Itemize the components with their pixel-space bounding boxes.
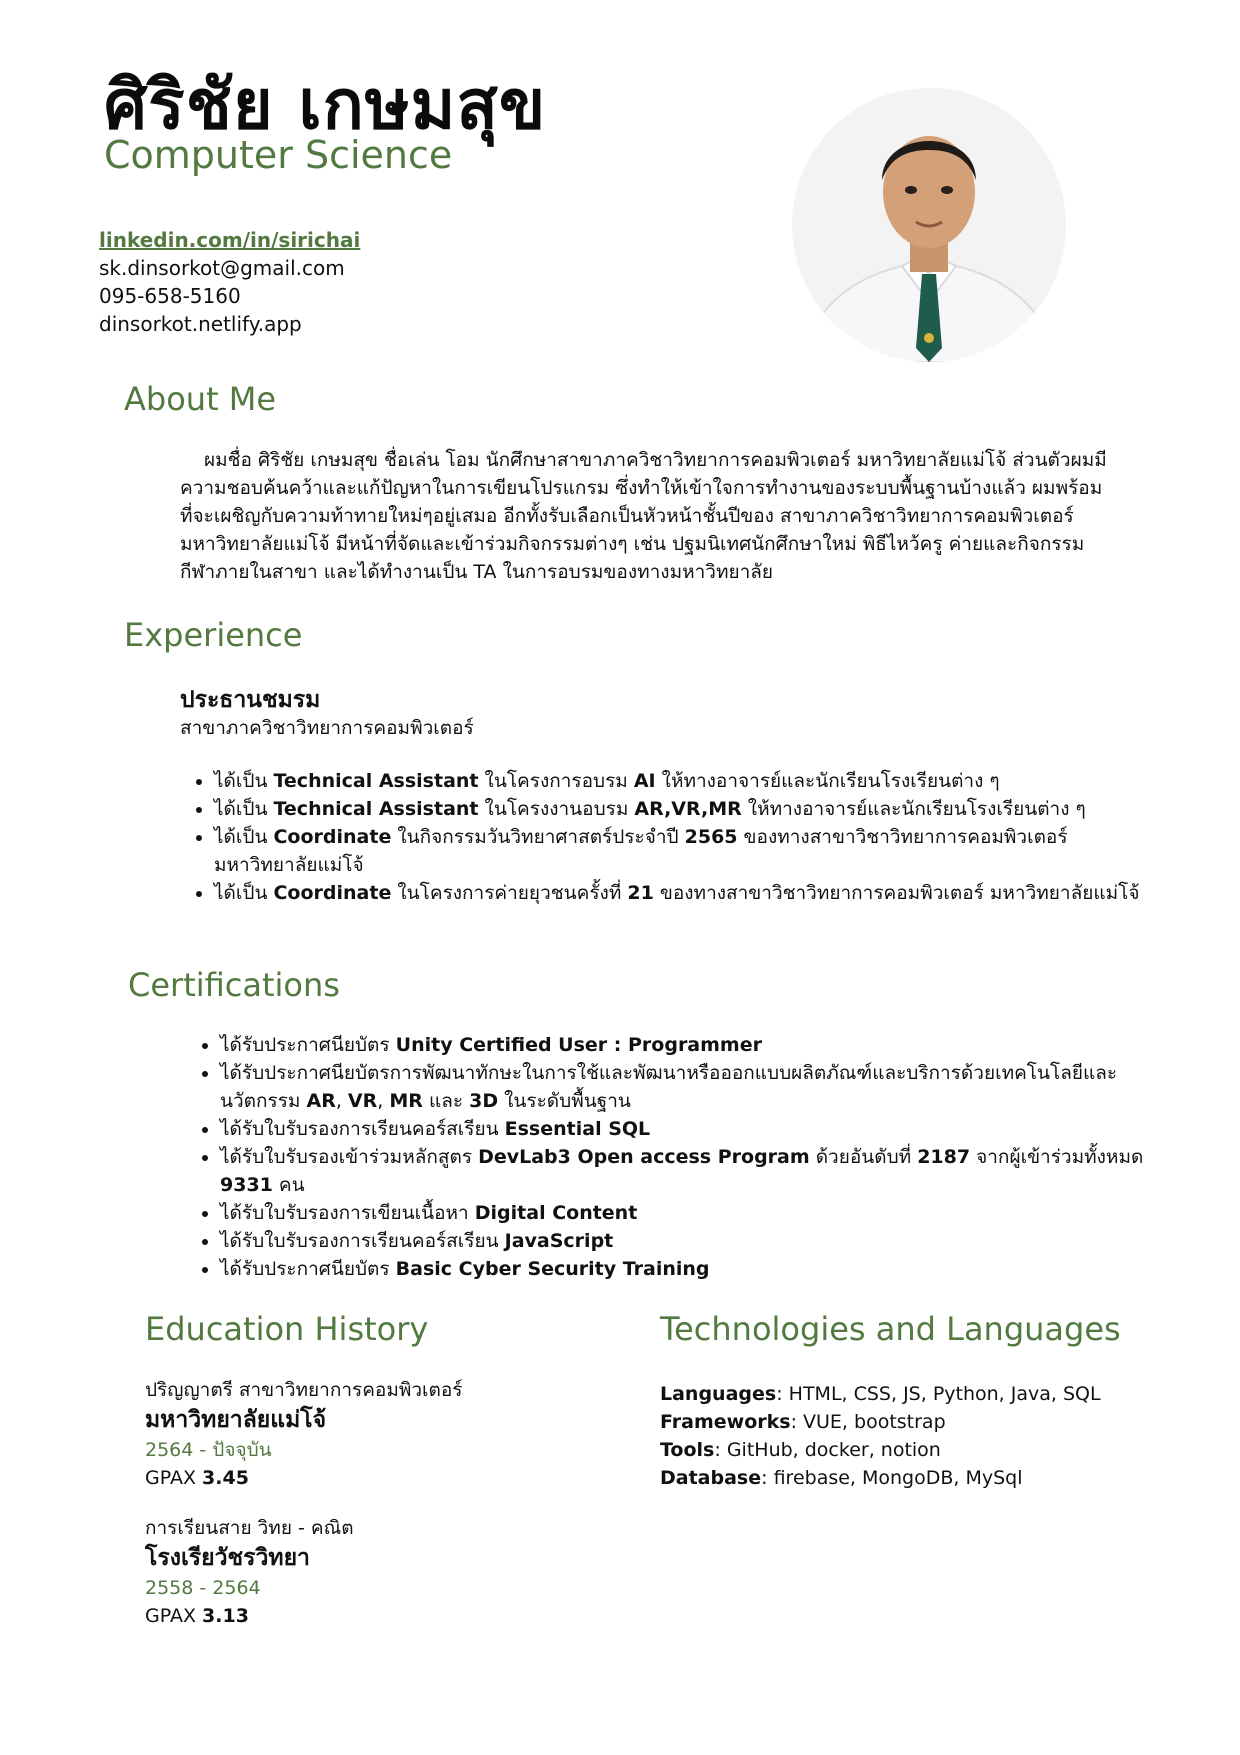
- experience-heading: Experience: [124, 616, 303, 654]
- list-item: • ได้เป็น Technical Assistant ในโครงงานอบรม AR,VR,MR ให้ทางอาจารย์และนักเรียนโรงเรียนต่าง ๆ: [214, 795, 1154, 823]
- contact-block: [99, 226, 360, 338]
- tech-row-database: Database: firebase, MongoDB, MySql: [660, 1467, 1023, 1489]
- list-item: • ได้รับประกาศนียบัตร Unity Certified User : Programmer: [220, 1031, 1160, 1059]
- about-text: ผมชื่อ ศิริชัย เกษมสุข ชื่อเล่น โอม นักศึกษาสาขาภาควิชาวิทยาการคอมพิวเตอร์ มหาวิทยาลัยแม่โจ้ ส่วนตัวผมมีความชอบค้นคว้าและแก้ปัญหาในการเขียนโปรแกรม ซึ่งทำให้เข้าใจการทำงานของระบบพื้นฐานบ้างแล้ว ผมพร้อมที่จะเผชิญกับความท้าทายใหม่ๆอยู่เสมอ อีกทั้งรับเลือกเป็นหัวหน้าชั้นปีของ สาขาภาควิชาวิทยาการคอมพิวเตอร์ มหาวิทยาลัยแม่โจ้ มีหน้าที่จัดและเข้าร่วมกิจกรรมต่างๆ เช่น ปฐมนิเทศนักศึกษาใหม่ พิธีไหว้ครู ค่ายและกิจกรรมกีฬาภายในสาขา และได้ทำงานเป็น TA ในการอบรมของทางมหาวิทยาลัย: [180, 449, 1107, 583]
- education-degree: การเรียนสาย วิทย - คณิต: [145, 1517, 354, 1539]
- candidate-name: ศิริชัย เกษมสุข: [104, 66, 547, 145]
- education-years: 2558 - 2564: [145, 1577, 261, 1599]
- education-heading: Education History: [145, 1310, 429, 1348]
- tech-row-frameworks: Frameworks: VUE, bootstrap: [660, 1411, 946, 1433]
- phone-text: 095-658-5160: [99, 284, 241, 308]
- experience-list: [180, 767, 1154, 907]
- education-degree: ปริญญาตรี สาขาวิทยาการคอมพิวเตอร์: [145, 1379, 463, 1401]
- list-item: • ได้รับประกาศนียบัตร Basic Cyber Security Training: [220, 1255, 1160, 1283]
- technologies-heading: Technologies and Languages: [660, 1310, 1121, 1348]
- list-item: • ได้รับใบรับรองการเขียนเนื้อหา Digital Content: [220, 1199, 1160, 1227]
- list-item: • ได้เป็น Technical Assistant ในโครงการอบรม AI ให้ทางอาจารย์และนักเรียนโรงเรียนต่าง ๆ: [214, 767, 1154, 795]
- education-list: [145, 1376, 585, 1652]
- linkedin-link[interactable]: linkedin.com/in/sirichai: [99, 228, 361, 252]
- education-years: 2564 - ปัจจุบัน: [145, 1439, 272, 1461]
- technologies-list: [660, 1380, 1140, 1492]
- education-school: มหาวิทยาลัยแม่โจ้: [145, 1407, 327, 1433]
- education-item: [145, 1514, 585, 1630]
- education-gpa: GPAX 3.13: [145, 1605, 249, 1627]
- list-item: • ได้รับใบรับรองการเรียนคอร์สเรียน Essential SQL: [220, 1115, 1160, 1143]
- tech-row-tools: Tools: GitHub, docker, notion: [660, 1439, 941, 1461]
- profile-photo-illustration: [792, 88, 1066, 362]
- experience-role: ประธานชมรม: [180, 687, 321, 713]
- list-item: • ได้รับประกาศนียบัตรการพัฒนาทักษะในการใช้และพัฒนาหรือออกแบบผลิตภัณฑ์และบริการด้วยเทคโนโลยีและนวัตกรรม AR, VR, MR และ 3D ในระดับพื้นฐาน: [220, 1059, 1160, 1115]
- education-gpa: GPAX 3.45: [145, 1467, 249, 1489]
- email-text: sk.dinsorkot@gmail.com: [99, 256, 345, 280]
- certifications-list: [186, 1031, 1160, 1283]
- list-item: • ได้รับใบรับรองการเรียนคอร์สเรียน JavaScript: [220, 1227, 1160, 1255]
- about-heading: About Me: [124, 380, 277, 418]
- tech-row-languages: Languages: HTML, CSS, JS, Python, Java, SQL: [660, 1383, 1101, 1405]
- profile-photo: [792, 88, 1066, 362]
- certifications-heading: Certifications: [128, 966, 340, 1004]
- education-item: [145, 1376, 585, 1492]
- website-text: dinsorkot.netlify.app: [99, 312, 302, 336]
- job-title: Computer Science: [104, 133, 453, 177]
- education-school: โรงเรียวัชรวิทยา: [145, 1545, 310, 1571]
- experience-org: สาขาภาควิชาวิทยาการคอมพิวเตอร์: [180, 717, 474, 739]
- list-item: • ได้เป็น Coordinate ในโครงการค่ายยุวชนครั้งที่ 21 ของทางสาขาวิชาวิทยาการคอมพิวเตอร์ มหาวิทยาลัยแม่โจ้: [214, 879, 1154, 907]
- list-item: • ได้เป็น Coordinate ในกิจกรรมวันวิทยาศาสตร์ประจำปี 2565 ของทางสาขาวิชาวิทยาการคอมพิวเตอร์ มหาวิทยาลัยแม่โจ้: [214, 823, 1154, 879]
- list-item: • ได้รับใบรับรองเข้าร่วมหลักสูตร DevLab3 Open access Program ด้วยอันดับที่ 2187 จากผู้เข้าร่วมทั้งหมด 9331 คน: [220, 1143, 1160, 1199]
